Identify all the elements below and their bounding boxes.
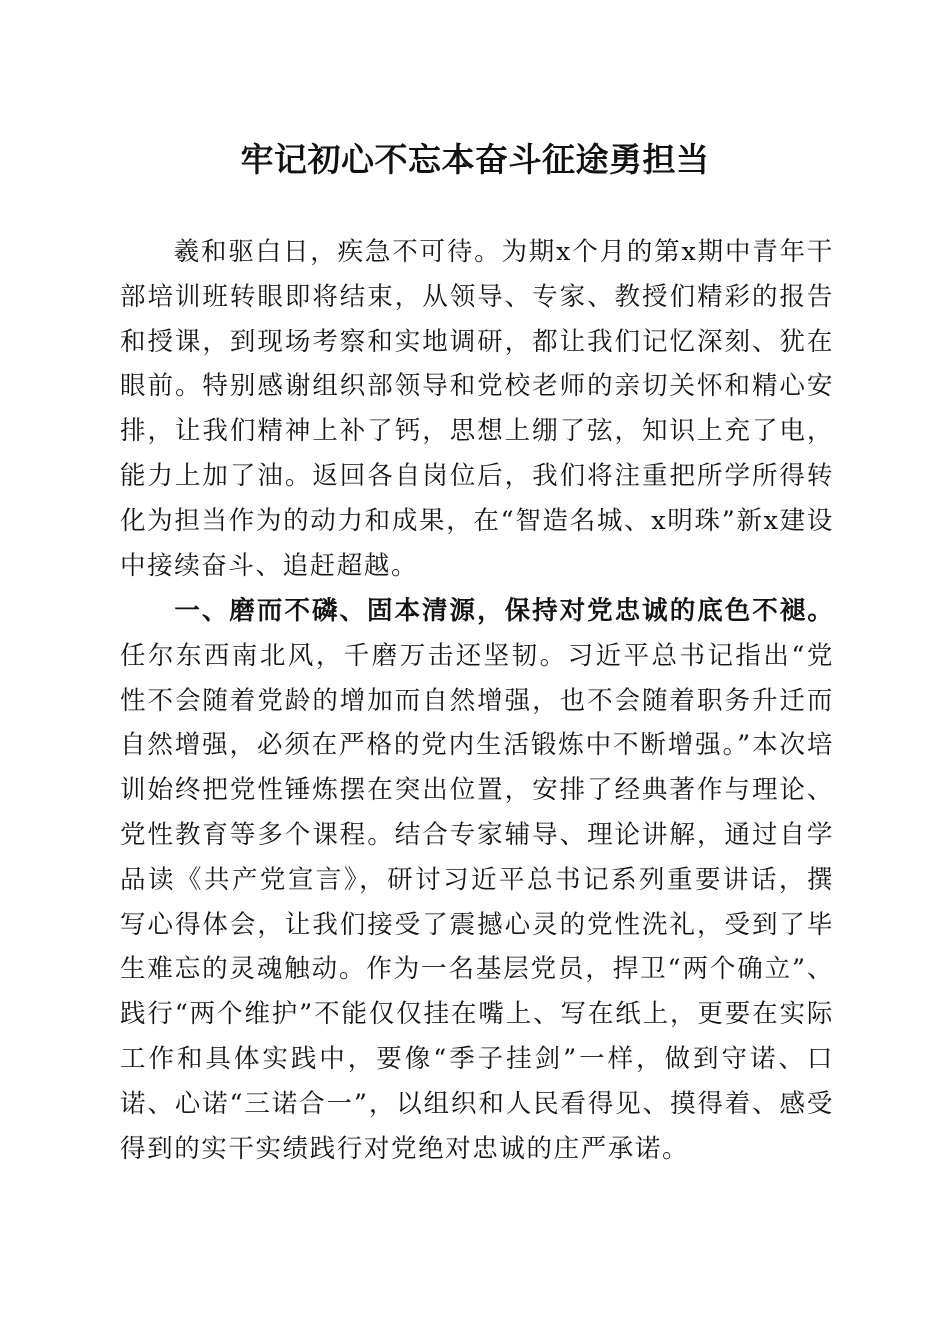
document-title: 牢记初心不忘本奋斗征途勇担当 <box>240 140 710 179</box>
paragraph-intro <box>120 230 834 588</box>
section-one-heading: 一、磨而不磷、固本清源，保持对党忠诚的底色不褪。 <box>173 596 834 626</box>
paragraph-section-one <box>120 589 834 1171</box>
paragraph-section-one-text: 任尔东西南北风，千磨万击还坚韧。习近平总书记指出“党性不会随着党龄的增加而自然增强，也不会随着职务升迁而自然增强，必须在严格的党内生活锻炼中不断增强。”本次培训始终把党性锤炼摆在突出位置，安排了经典著作与理论、党性教育等多个课程。结合专家辅导、理论讲解，通过自学品读《共产党宣言》，研讨习近平总书记系列重要讲话，撰写心得体会，让我们接受了震撼心灵的党性洗礼，受到了毕生难忘的灵魂触动。作为一名基层党员，捍卫“两个确立”、践行“两个维护”不能仅仅挂在嘴上、写在纸上，更要在实际工作和具体实践中，要像“季子挂剑”一样，做到守诺、口诺、心诺“三诺合一”，以组织和人民看得见、摸得着、感受得到的实干实绩践行对党绝对忠诚的庄严承诺。 <box>120 640 834 1164</box>
paragraph-intro-text: 羲和驱白日，疾急不可待。为期x个月的第x期中青年干部培训班转眼即将结束，从领导、专家、教授们精彩的报告和授课，到现场考察和实地调研，都让我们记忆深刻、犹在眼前。特别感谢组织部领导和党校老师的亲切关怀和精心安排，让我们精神上补了钙，思想上绷了弦，知识上充了电，能力上加了油。返回各自岗位后，我们将注重把所学所得转化为担当作为的动力和成果，在“智造名城、x明珠”新x建设中接续奋斗、追赶超越。 <box>120 237 834 581</box>
